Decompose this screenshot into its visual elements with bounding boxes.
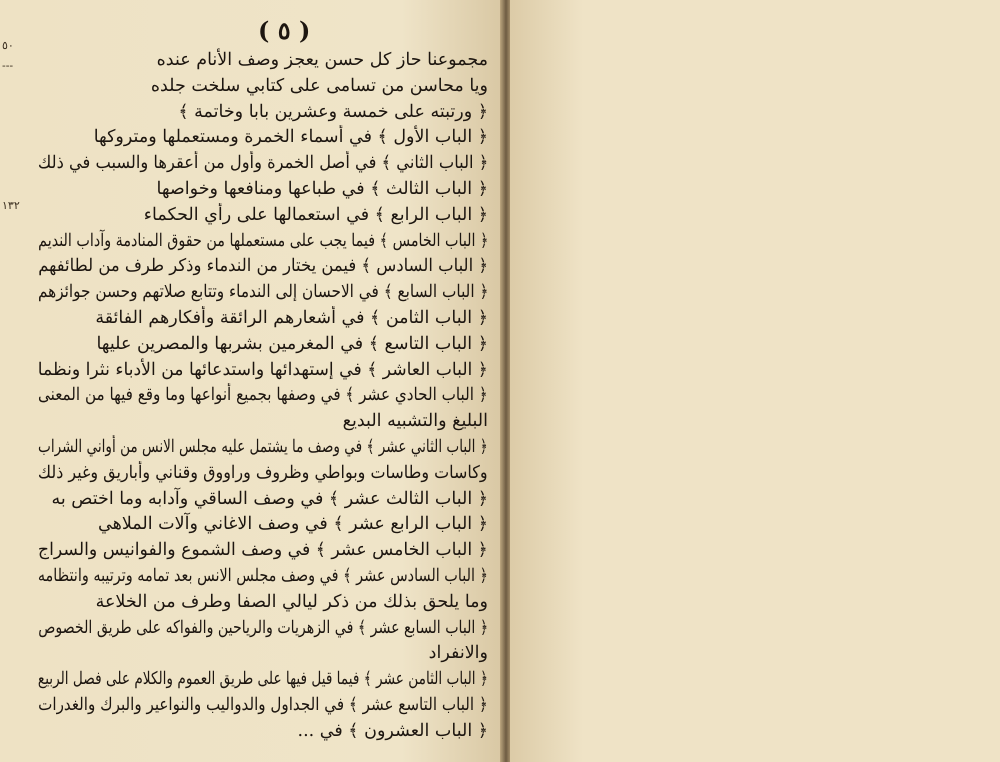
text-line: ﴿ الباب التاسع عشر ﴾ في الجداول والدواليب والنواعير والبرك والغدرات xyxy=(38,694,488,715)
text-line: ﴿ الباب السادس عشر ﴾ في وصف مجلس الانس بعد تمامه وترتيبه وانتظامه xyxy=(38,565,488,586)
text-line: ﴿ الباب الثاني ﴾ في أصل الخمرة وأول من أعقرها والسبب في ذلك xyxy=(38,153,488,174)
text-line: ﴿ ورتبته على خمسة وعشرين بابا وخاتمة ﴾ xyxy=(178,101,488,122)
text-line: ﴿ الباب الرابع عشر ﴾ في وصف الاغاني وآلات الملاهي xyxy=(98,514,488,535)
text-line: مجموعنا حاز كل حسن يعجز وصف الأنام عنده xyxy=(156,50,488,70)
text-line: ﴿ الباب الخامس عشر ﴾ في وصف الشموع والفوانيس والسراج xyxy=(38,540,488,561)
text-line: ﴿ الباب الثالث ﴾ في طباعها ومنافعها وخواصها xyxy=(156,178,488,199)
text-line: ﴿ الباب الثاني عشر ﴾ في وصف ما يشتمل عليه مجلس الانس من أواني الشراب xyxy=(38,436,488,457)
text-line: ﴿ الباب السابع عشر ﴾ في الزهريات والرياحين والفواكه على طريق الخصوص xyxy=(38,617,488,638)
left-page-text xyxy=(38,48,488,745)
text-line: وما يلحق بذلك من ذكر ليالي الصفا وطرف من الخلاعة xyxy=(95,591,488,612)
text-line: ﴿ الباب العاشر ﴾ في إستهدائها واستدعائها من الأدباء نثرا ونظما xyxy=(38,359,488,380)
text-line: ﴿ الباب الثامن ﴾ في أشعارهم الرائقة وأفكارهم الفائقة xyxy=(95,307,488,328)
text-line: ﴿ الباب الحادي عشر ﴾ في وصفها بجميع أنواعها وما وقع فيها من المعنى xyxy=(38,385,488,406)
text-line: والانفراد xyxy=(428,643,488,664)
text-line: ﴿ الباب الرابع ﴾ في استعمالها على رأي الحكماء xyxy=(143,204,488,225)
text-line: ﴿ الباب العشرون ﴾ في ... xyxy=(297,720,488,741)
text-line: ﴿ الباب السادس ﴾ فيمن يختار من الندماء وذكر طرف من لطائفهم xyxy=(38,256,488,277)
text-line: وكاسات وطاسات وبواطي وظروف وراووق وقناني وأباريق وغير ذلك xyxy=(38,462,488,483)
text-line: ﴿ الباب الثامن عشر ﴾ فيما قيل فيها على طريق العموم والكلام على فصل الربيع xyxy=(38,669,488,690)
text-line: ﴿ الباب التاسع ﴾ في المغرمين بشربها والمصرين عليها xyxy=(96,333,488,354)
text-line: البليغ والتشبيه البديع xyxy=(342,411,488,432)
text-line: ﴿ الباب السابع ﴾ في الاحسان إلى الندماء وتتابع صلاتهم وحسن جوائزهم xyxy=(38,282,488,303)
text-line: ﴿ الباب الأول ﴾ في أسماء الخمرة ومستعملها ومتروكها xyxy=(93,127,488,148)
text-line: ﴿ الباب الخامس ﴾ فيما يجب على مستعملها من حقوق المنادمة وآداب النديم xyxy=(38,230,488,251)
margin-mark: ٥٠ xyxy=(2,39,14,52)
margin-mark: --- xyxy=(2,59,14,72)
right-page xyxy=(510,0,1000,762)
left-margin-marks xyxy=(2,36,36,216)
left-page-number: ( ٥ ) xyxy=(258,16,311,45)
text-line: ﴿ الباب الثالث عشر ﴾ في وصف الساقي وآدابه وما اختص به xyxy=(51,488,488,509)
margin-mark: ١٣٢ xyxy=(2,199,20,212)
text-line: ويا محاسن من تسامى على كتابي سلخت جلده xyxy=(150,75,488,96)
